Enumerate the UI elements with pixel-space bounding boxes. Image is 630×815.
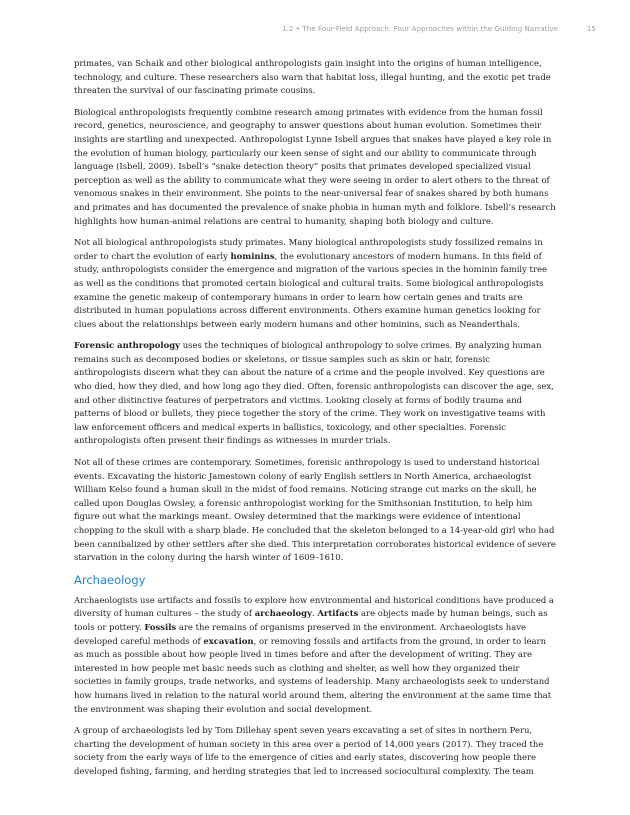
key-term: hominins bbox=[230, 250, 275, 261]
paragraph bbox=[74, 339, 557, 448]
body-text bbox=[74, 57, 557, 787]
paragraph bbox=[74, 106, 557, 228]
paragraph-text: , the evolutionary ancestors of modern humans. In this field of study, anthropologists consider the emergence and migration of the various species in the hominin family tree as well as the conditions that promoted certain biological and cultural traits. Some biological anthropologists examine the genetic makeup of contemporary humans in order to learn how certain genes and traits are distributed in human populations across different environments. Others examine human genetics looking for clues about the relationships between early modern humans and other hominins, such as Neanderthals. bbox=[74, 250, 547, 329]
paragraph bbox=[74, 236, 557, 331]
paragraph-text: A group of archaeologists led by Tom Dillehay spent seven years excavating a set of sites in northern Peru, charting the development of human society in this area over a period of 14,000 years (2017). They traced the society from the early ways of life to the emergence of cities and early states, discovering how people there developed fishing, farming, and herding strategies that led to increased sociocultural complexity. The team bbox=[74, 725, 544, 776]
key-term: Artifacts bbox=[317, 608, 359, 619]
paragraph-text: uses the techniques of biological anthropology to solve crimes. By analyzing human remains such as decomposed bodies or skeletons, or tissue samples such as skin or hair, forensic anthropologists discern what they can about the nature of a crime and the people involved. Key questions are who died, how they died, and how long ago they died. Often, forensic anthropologists can discover the age, sex, and other distinctive features of perpetrators and victims. Looking closely at forms of bodily trauma and patterns of blood or bullets, they piece together the story of the crime. They work on investigative teams with law enforcement officers and medical experts in ballistics, toxicology, and other specialties. Forensic anthropologists often present their findings as witnesses in murder trials. bbox=[74, 340, 554, 446]
paragraph bbox=[74, 724, 557, 778]
paragraph-text: are the remains of organisms preserved in the environment. Archaeologists have developed careful methods of bbox=[74, 621, 527, 646]
paragraph-text: . bbox=[311, 608, 318, 619]
paragraph-text: primates, van Schaik and other biological anthropologists gain insight into the origins of human intelligence, technology, and culture. These researchers also warn that habitat loss, illegal hunting, and the exotic pet trade threaten the survival of our fascinating primate cousins. bbox=[74, 58, 551, 96]
key-term: Forensic anthropology bbox=[74, 340, 181, 351]
paragraph-text: Archaeologists use artifacts and fossils to explore how environmental and historical conditions have produced a diversity of human cultures – the study of bbox=[74, 594, 554, 619]
paragraph-text: Biological anthropologists frequently combine research among primates with evidence from the human fossil record, genetics, neuroscience, and geography to answer questions about human evolution. Sometimes their insights are startling and unexpected. Anthropologist Lynne Isbell argues that snakes have played a key role in the evolution of human biology, particularly our keen sense of sight and our ability to communicate through language (Isbell, 2009). Isbell’s “snake detection theory” posits that primates developed specialized visual perception as well as the ability to communicate what they were seeing in order to alert others to the threat of venomous snakes in their environment. She points to the near-universal fear of snakes shared by both humans and primates and has documented the prevalence of snake phobia in human myth and folklore. Isbell’s research highlights how human-animal relations are central to humanity, shaping both biology and culture. bbox=[74, 106, 556, 226]
paragraph-text: are objects made by human beings, such as tools or pottery. bbox=[74, 608, 548, 632]
paragraph bbox=[74, 57, 557, 98]
paragraph bbox=[74, 456, 557, 565]
paragraph-text: , or removing fossils and artifacts from the ground, in order to learn as much as possible about how people lived in times before and after the development of writing. They are interested in how people met basic needs such as clothing and shelter, as well how they organized their societies in family groups, trade networks, and systems of leadership. Many archaeologists seek to understand how humans lived in relation to the natural world around them, altering the environment at the same time that the environment was shaping their evolution and social development. bbox=[74, 635, 552, 714]
page-header bbox=[0, 24, 630, 36]
key-term: archaeology bbox=[254, 608, 312, 619]
section-heading: Archaeology bbox=[74, 572, 146, 587]
running-title: 1.2 • The Four-Field Approach: Four Approaches within the Guiding Narrative bbox=[282, 24, 558, 33]
paragraph-text: Not all of these crimes are contemporary. Sometimes, forensic anthropology is used to understand historical events. Excavating the historic Jamestown colony of early English settlers in North America, archaeologist William Kelso found a human skull in the midst of food remains. Noticing strange cut marks on the skull, he called upon Douglas Owsley, a forensic anthropologist working for the Smithsonian Institution, to help him figure out what the markings meant. Owsley determined that the markings were evidence of intentional chopping to the skull with a sharp blade. He concluded that the skeleton belonged to a 14-year-old girl who had been cannibalized by other settlers after she died. This interpretation corroborates historical evidence of severe starvation in the colony during the harsh winter of 1609–1610. bbox=[74, 457, 556, 563]
key-term: Fossils bbox=[144, 621, 177, 632]
paragraph-text: Not all biological anthropologists study primates. Many biological anthropologists study fossilized remains in order to chart the evolution of early bbox=[74, 237, 543, 261]
page-number: 15 bbox=[586, 24, 596, 33]
key-term: excavation bbox=[203, 635, 254, 646]
paragraph bbox=[74, 594, 557, 716]
